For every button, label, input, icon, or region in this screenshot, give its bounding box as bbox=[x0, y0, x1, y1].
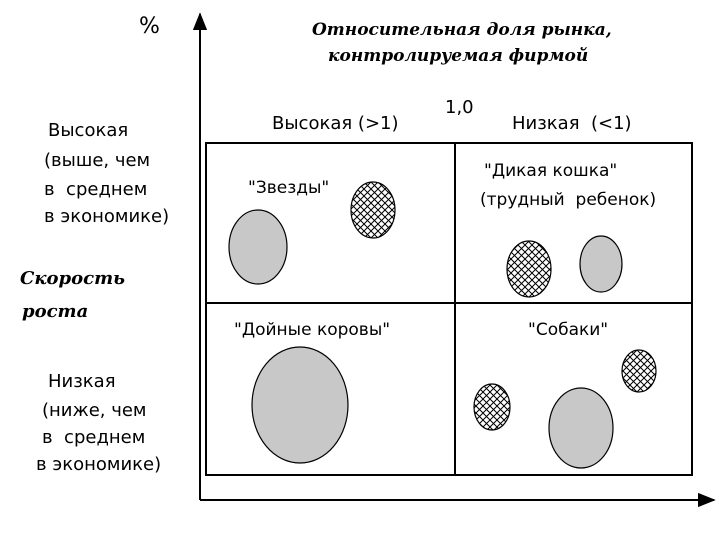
y-axis-high-line2: (выше, чем bbox=[44, 150, 151, 171]
star-circle-solid bbox=[229, 210, 287, 284]
question-circle-hatched bbox=[507, 241, 551, 297]
x-axis-high-label: Высокая (>1) bbox=[272, 113, 399, 134]
quadrant-question-marks-label-line2: (трудный ребенок) bbox=[480, 190, 657, 210]
dog-circle-hatched-right bbox=[622, 350, 656, 392]
y-axis-high-line4: в экономике) bbox=[44, 206, 170, 227]
quadrant-dogs-label: "Собаки" bbox=[528, 320, 609, 340]
y-axis-low-line1: Низкая bbox=[48, 371, 116, 392]
y-axis-low-line2: (ниже, чем bbox=[42, 400, 147, 421]
star-circle-hatched bbox=[351, 182, 395, 238]
y-axis-low-line4: в экономике) bbox=[36, 454, 162, 475]
question-circle-solid bbox=[580, 236, 622, 292]
dog-circle-hatched-small bbox=[474, 384, 510, 430]
y-axis-unit: % bbox=[139, 14, 160, 39]
x-axis-title-line1: Относительная доля рынка, bbox=[312, 20, 612, 40]
dog-circle-solid bbox=[549, 388, 613, 468]
quadrant-stars-label: "Звезды" bbox=[248, 178, 330, 198]
y-axis-low-line3: в среднем bbox=[42, 427, 146, 448]
cash-cow-circle-solid bbox=[252, 347, 348, 463]
y-axis-high-line1: Высокая bbox=[48, 120, 129, 141]
quadrant-question-marks-label-line1: "Дикая кошка" bbox=[484, 161, 618, 181]
y-axis-title-line1: Скорость bbox=[20, 268, 125, 289]
y-axis-high-line3: в среднем bbox=[44, 179, 148, 200]
quadrant-cash-cows-label: "Дойные коровы" bbox=[234, 320, 391, 340]
x-axis-title-line2: контролируемая фирмой bbox=[328, 46, 589, 66]
y-axis-title-line2: роста bbox=[22, 301, 89, 322]
x-axis-divider-label: 1,0 bbox=[445, 97, 474, 118]
x-axis-low-label: Низкая (<1) bbox=[512, 113, 632, 134]
